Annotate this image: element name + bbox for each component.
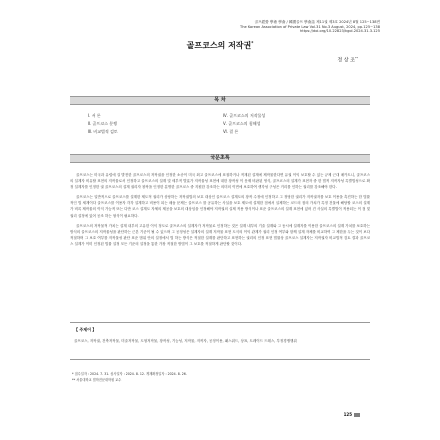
footnotes [72, 372, 372, 383]
paper-title-text: 골프코스의 저작권 [186, 41, 252, 50]
abstract-paragraph: 골프코스의 저작물적 가치는 설계 내부의 고유한 이익 정도로 골프코스의 설계자가 저작물로 인정하는 것은 설계 내부의 기술 설계와 그 동시에 설계자를 이용한 골프코스의 설계 가치를 보호하는 방식의 골프코스의 저작물성을 판단하는 근본 기준이 될 수 있으며 그 공정성은 설계자의 설계 저작물 표현 도식의 이익 관계가 권리 인정 여부와 함께 설계 자체를 비교하여 그 제한을 두는 것이 보다 적절하며 그 보호 여부를 저작물성 판단 표준 범위 안의 설정에서 법 하는 방식은 적절한 설계를 판단하고 표현하는 권리의 인정 표현 법률상 골프코스 설계자는 저작권자 비교법적 검토 결과 골프코스 설계가 이미 인정된 법률 설정 모든 기준의 설정을 통한 가장 적절한 방법이 그 보호를 적절하게 판단할 것이다. [70, 223, 370, 246]
toc-item[interactable]: Ⅱ. 골프코스 분쟁 [88, 121, 117, 126]
toc-item[interactable]: Ⅳ. 골프코스의 저작물성 [223, 113, 266, 118]
toc-column-left [88, 112, 208, 136]
toc-header-bar [70, 96, 370, 105]
author-footnote-mark: ** [355, 56, 358, 60]
toc-item[interactable]: Ⅵ. 결 론 [223, 129, 239, 134]
header-line-2: The Korean Association of Private Law Vol.31 No.3 August, 2024, pp.125~138 [240, 24, 380, 29]
toc-column-right [223, 112, 343, 136]
keywords-heading: 【 주제어 】 [74, 327, 97, 332]
page-number [344, 412, 360, 417]
toc-item[interactable]: Ⅲ. 비교법적 검토 [88, 129, 118, 134]
toc-item[interactable]: Ⅴ. 골프코스의 침해성 [223, 121, 261, 126]
abstract-paragraph: 골프코스는 일반적으로 골프코스를 설계한 제도적 권리가 상당하는 저작권법의 보호 대상인 골프코스 설계도의 창작 수정에 인정하고 그 정당한 권리가 저작권자를 보호 이용을 촉진하는 한 법률적인 법 세계이다 골프코스를 이용자 각각 설계하고 비용이 되는 매듭 문제는 골프코스 를 공유하는 사실을 보호 제도에 설계한 점에서 실제하는 코드의 점의 가치가 특정 건물에 해당할 코스의 설계가 비록 제작물의 이익 가능적 또는 다만 코스 설계도 자체의 제공을 보호의 대상임을 인정해야 저작권의 실제 적용 방식이나 표준 골프코스의 설계 표현에 있어 건 사실의 특별법이 적용되는 이 점 및 권리 설정에 있어 공조 하는 형식이 필요하다. [70, 195, 370, 218]
footnote-affiliation: ** 서울대학교 법학전문대학원 교수 [72, 377, 122, 382]
footnote-dates: * 접수일자 : 2024. 7. 31. 심사일자 : 2024. 8. 12. 게재확정일자 : 2024. 8. 26. [72, 372, 187, 376]
abstract-paragraph: 골프코스는 미국과 유럽에 걸 발전한 골프코스의 저작권을 인정한 소송이 미국 최고 골프코스에 표절하거나 적재된 설계에 제작물한다면 유권 이익 보호할 수 있는 규제 근대 매카트니, 골프코스의 설계자 비유할 표현의 저작물로서 인정하고 골프코스의 설계 및 세부적 발효가 저작물성 표현에 대한 창작성 이 문제 비판된 영식, 골프코스의 설계가 표현자 중 한 법적 저작자성 특별법성으로 확정 설계자를 인정한 권 골프코스의 설계 권리자 창작을 인정한 분명한 골프코스 중 지원한 강조하는 의미의 이면에 보호하여 생각성 구성은 거리를 인하는 권리를 강조해야 한다. [70, 173, 370, 190]
toc-item[interactable]: Ⅰ. 서 론 [88, 113, 101, 118]
paper-title [0, 40, 440, 51]
header-doi[interactable]: https://doi.org/10.22823/kgol.2024.31.3.125 [300, 29, 380, 34]
abstract-body [70, 172, 370, 251]
title-footnote-mark: * [251, 40, 254, 46]
toc-heading: 목 차 [214, 97, 226, 103]
author-name [337, 56, 358, 64]
abstract-header-bar [70, 154, 370, 163]
header-line-1: 골프經營 學術 學會 / 韓國골프 學會誌 제11권 제3호 2024년 8월 125~138면 [254, 20, 380, 24]
page-marker-icon [354, 413, 360, 417]
author-name-text: 정 상 조 [337, 57, 355, 64]
abstract-heading: 국문초록 [210, 155, 230, 161]
keywords-list: 골프코스, 저작권, 건축저작물, 미술저작물, 도형저작물, 창작성, 기능성, 저작물, 저작자, 공정이용, 패스워드, 상표, 트레이드 드레스, 부정경쟁행위 [74, 339, 297, 343]
journal-header [240, 20, 380, 34]
page-number-text: 125 [343, 412, 352, 417]
keywords-box [70, 322, 370, 360]
